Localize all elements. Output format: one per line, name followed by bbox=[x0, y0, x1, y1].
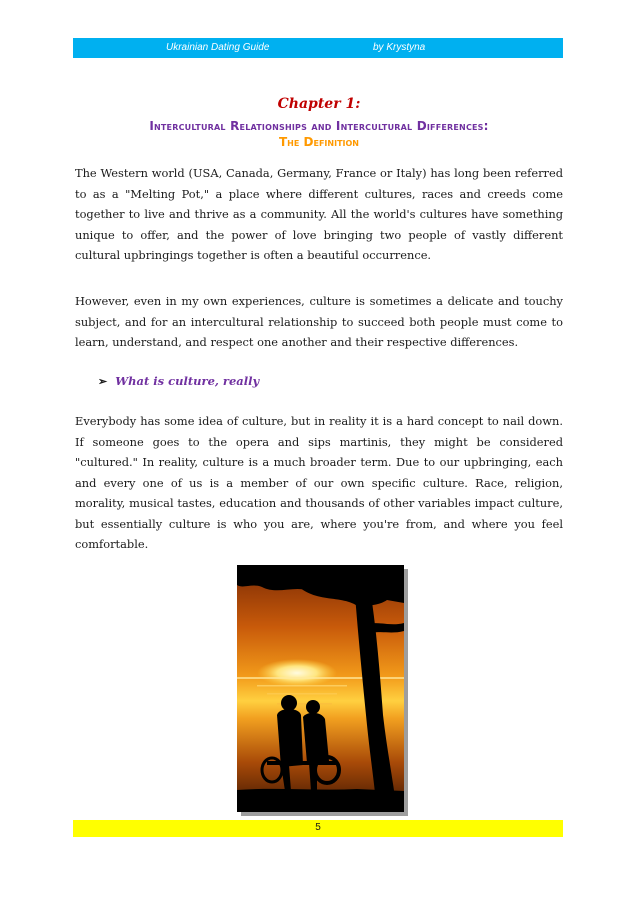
arrow-bullet-icon: ➢ bbox=[98, 375, 108, 388]
paragraph-intro: The Western world (USA, Canada, Germany, France or Italy) has long been referred to as a "Melting Pot," a place where different cultures, races and creeds come together to live and thrive as a community. All the world's cultures have something unique to offer, and the power of love bringing two people of vastly different cultural upbringings together is often a beautiful occurrence. bbox=[75, 166, 563, 262]
footer-bar bbox=[73, 820, 563, 837]
chapter-subtitle-line1: Intercultural Relationships and Intercultural Differences: bbox=[149, 119, 489, 133]
header-author: by Krystyna bbox=[373, 42, 426, 53]
page-number: 5 bbox=[315, 822, 321, 833]
section-heading-text: What is culture, really bbox=[115, 374, 260, 388]
chapter-title: Chapter 1: bbox=[277, 96, 361, 112]
section-heading-bullet bbox=[98, 374, 259, 388]
header-bar bbox=[73, 38, 563, 58]
chapter-subtitle-line2: The Definition bbox=[279, 135, 359, 149]
paragraph-culture: Everybody has some idea of culture, but in reality it is a hard concept to nail down. If someone goes to the opera and sips martinis, they might be considered "cultured." In reality, culture is a much broader term. Due to our upbringing, each and every one of us is a member of our own specific culture. Race, religion, morality, musical tastes, education and thousands of other variables impact culture, but essentially culture is who you are, where you're from, and where you feel comfortable. bbox=[75, 414, 563, 551]
sunset-couple-photo bbox=[237, 565, 404, 812]
header-book-title: Ukrainian Dating Guide bbox=[166, 42, 270, 53]
paragraph-experience: However, even in my own experiences, culture is sometimes a delicate and touchy subject, and for an intercultural relationship to succeed both people must come to learn, understand, and respect one another and their respective differences. bbox=[75, 294, 563, 349]
